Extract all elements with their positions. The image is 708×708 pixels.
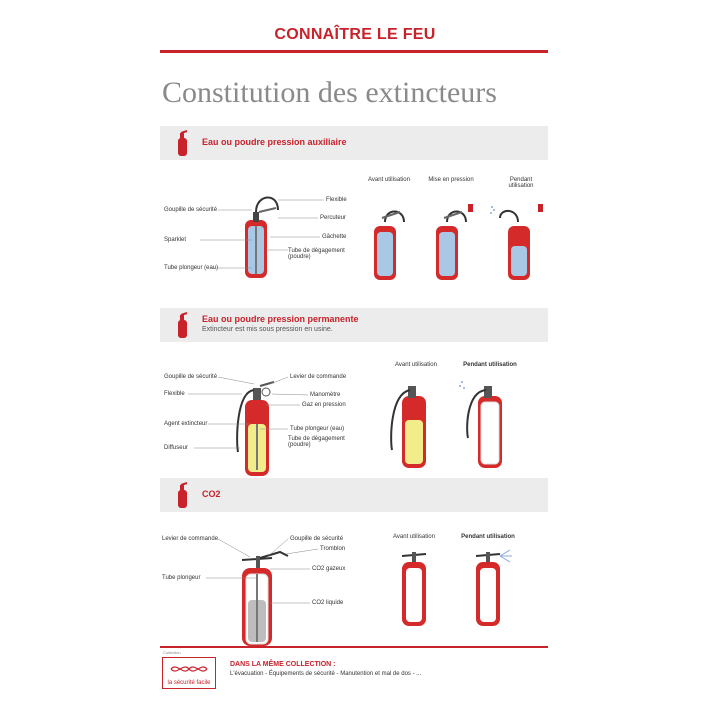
label-tube-plongeur: Tube plongeur bbox=[162, 575, 201, 581]
leader-lines-3 bbox=[160, 20, 550, 620]
state-pendant-2: Pendant utilisation bbox=[463, 362, 517, 368]
logo-top-text: Collection bbox=[163, 650, 181, 655]
label-percuteur: Percuteur bbox=[320, 215, 347, 221]
collection-title: DANS LA MÊME COLLECTION : bbox=[230, 661, 336, 668]
state-avant-1: Avant utilisation bbox=[368, 177, 410, 183]
vertical-fine-print bbox=[566, 430, 572, 660]
label-gachette: Gâchette bbox=[322, 234, 347, 240]
section-title: Eau ou poudre pression permanente bbox=[202, 314, 359, 324]
state-avant-3: Avant utilisation bbox=[393, 534, 435, 540]
collection-list: L'évacuation - Équipements de sécurité - Manutention et mal de dos - ... bbox=[230, 671, 422, 677]
label-tube-plongeur: Tube plongeur (eau) bbox=[290, 426, 345, 432]
label-goupille: Goupille de sécurité bbox=[164, 374, 218, 380]
label-diffuseur: Diffuseur bbox=[164, 445, 188, 451]
section-title: Eau ou poudre pression auxiliaire bbox=[202, 137, 347, 147]
label-manometre: Manomètre bbox=[310, 392, 341, 398]
label-tube-plongeur: Tube plongeur (eau) bbox=[164, 265, 219, 271]
logo-mark-icon bbox=[169, 662, 209, 676]
label-tube-degagement: Tube de dégagement (poudre) bbox=[288, 436, 345, 448]
label-sparklet: Sparklet bbox=[164, 237, 187, 243]
label-gaz: Gaz en pression bbox=[302, 402, 346, 408]
section-subtitle: Extincteur est mis sous pression en usine. bbox=[202, 326, 333, 333]
label-levier: Levier de commande bbox=[290, 374, 347, 380]
poster-page bbox=[160, 20, 550, 700]
page-title: Constitution des extincteurs bbox=[162, 76, 497, 109]
state-avant-2: Avant utilisation bbox=[395, 362, 437, 368]
ext-co2-pendant bbox=[470, 548, 520, 628]
logo-bottom-text: la sécurité facile bbox=[167, 680, 211, 686]
label-tromblon: Tromblon bbox=[320, 546, 346, 552]
label-levier: Levier de commande bbox=[162, 536, 219, 542]
state-pendant-1: Pendant utilisation bbox=[508, 177, 534, 189]
collection-logo bbox=[162, 650, 216, 689]
label-tube-degagement: Tube de dégagement (poudre) bbox=[288, 248, 345, 260]
state-mise-en-pression: Mise en pression bbox=[428, 177, 474, 183]
label-co2-gazeux: CO2 gazeux bbox=[312, 566, 346, 572]
state-pendant-3: Pendant utilisation bbox=[461, 534, 515, 540]
footer-divider bbox=[160, 646, 548, 648]
label-agent: Agent extincteur bbox=[164, 421, 208, 427]
label-goupille: Goupille de sécurité bbox=[290, 536, 344, 542]
label-flexible: Flexible bbox=[326, 197, 347, 203]
label-flexible: Flexible bbox=[164, 391, 185, 397]
ext-co2-avant bbox=[396, 548, 436, 628]
category-title: CONNAÎTRE LE FEU bbox=[274, 26, 436, 43]
section-title: CO2 bbox=[202, 489, 221, 499]
label-goupille: Goupille de sécurité bbox=[164, 207, 218, 213]
label-co2-liquide: CO2 liquide bbox=[312, 600, 344, 606]
